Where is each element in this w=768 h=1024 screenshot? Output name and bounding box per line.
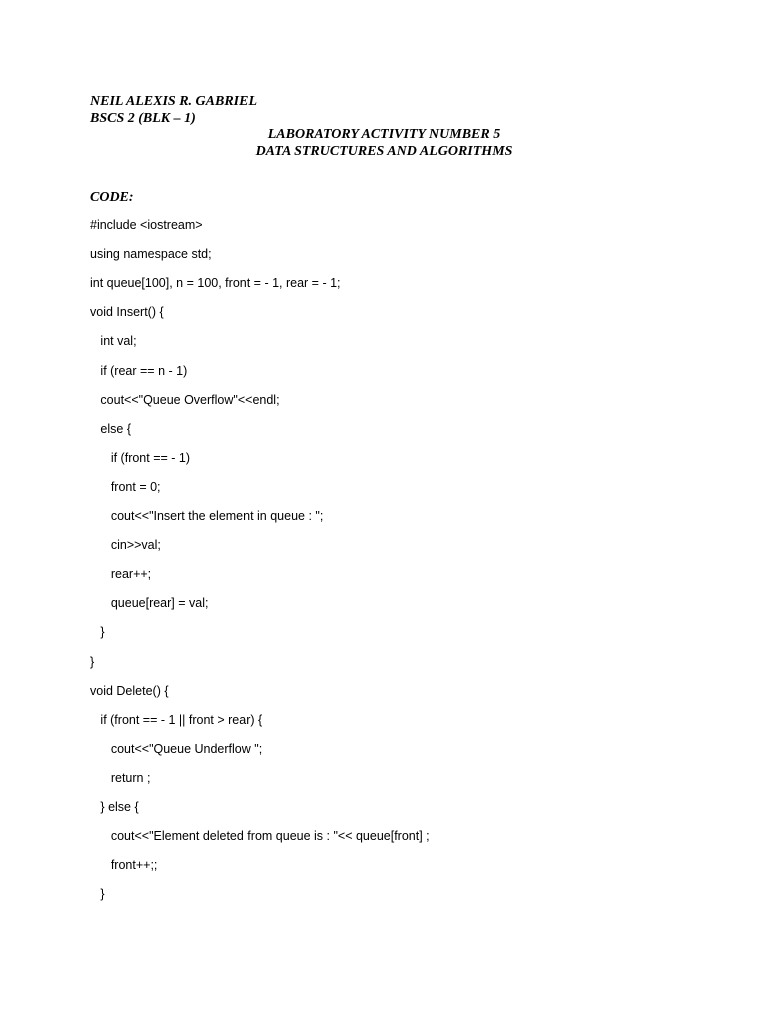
code-line: int val; [90,334,137,349]
code-line: if (rear == n - 1) [90,363,188,378]
code-line: cout<<"Element deleted from queue is : "<< queue[front] ; [90,829,430,844]
code-line: void Insert() { [90,305,164,320]
code-line: } [90,887,105,902]
code-line: cout<<"Queue Underflow "; [90,741,263,756]
code-line: if (front == - 1 || front > rear) { [90,712,263,727]
code-line: } [90,625,105,640]
code-line: else { [90,421,131,436]
code-line: } [90,654,95,669]
code-line: front++;; [90,858,158,873]
author-name: NEIL ALEXIS R. GABRIEL [90,94,258,109]
course-section: BSCS 2 (BLK – 1) [90,111,196,126]
code-line: if (front == - 1) [90,450,191,465]
code-line: using namespace std; [90,247,212,262]
code-label: CODE: [90,190,134,205]
code-line: rear++; [90,567,152,582]
code-line: int queue[100], n = 100, front = - 1, rear = - 1; [90,276,341,291]
code-line: queue[rear] = val; [90,596,209,611]
code-line: front = 0; [90,479,161,494]
code-line: #include <iostream> [90,218,203,232]
subject-title [0,143,768,160]
code-line: void Delete() { [90,683,169,698]
code-line: cout<<"Insert the element in queue : "; [90,509,324,523]
code-line: } else { [90,800,139,814]
code-line: cin>>val; [90,538,161,553]
subject-title-text: DATA STRUCTURES AND ALGORITHMS [255,144,513,159]
code-line: cout<<"Queue Overflow"<<endl; [90,392,280,407]
activity-title [0,126,768,143]
activity-title-text: LABORATORY ACTIVITY NUMBER 5 [267,127,501,142]
code-line: return ; [90,770,151,785]
